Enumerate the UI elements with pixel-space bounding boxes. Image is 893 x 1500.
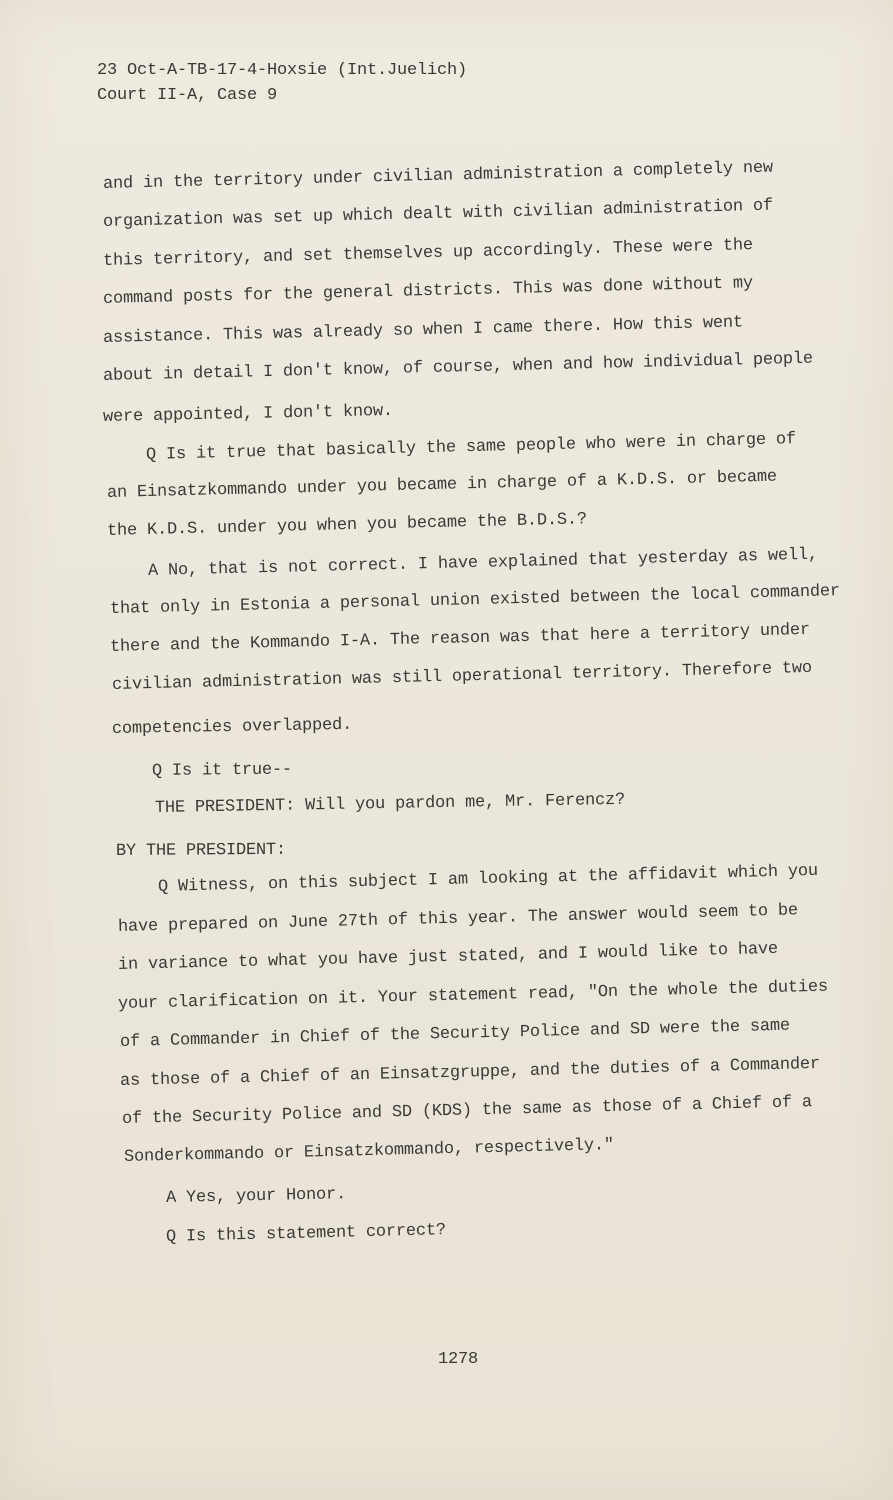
transcript-line: have prepared on June 27th of this year. The answer would seem to be xyxy=(117,901,799,937)
transcript-line: the K.D.S. under you when you became the B.D.S.? xyxy=(106,510,588,541)
page-number: 1278 xyxy=(438,1350,479,1369)
transcript-line: civilian administration was still operational territory. Therefore two xyxy=(111,658,813,695)
transcript-line: in variance to what you have just stated, and I would like to have xyxy=(117,939,779,975)
transcript-line: A No, that is not correct. I have explained that yesterday as well, xyxy=(147,545,819,581)
transcript-line: competencies overlapped. xyxy=(111,715,353,739)
transcript-line: THE PRESIDENT: Will you pardon me, Mr. Ferencz? xyxy=(154,790,626,818)
transcript-line: about in detail I don't know, of course, when and how individual people xyxy=(102,349,814,386)
transcript-line: Sonderkommando or Einsatzkommando, respectively." xyxy=(123,1136,615,1167)
transcript-line: of a Commander in Chief of the Security Police and SD were the same xyxy=(119,1016,791,1052)
header-court-case: Court II-A, Case 9 xyxy=(97,86,278,105)
transcript-line: Q Is it true-- xyxy=(151,760,293,781)
transcript-line: assistance. This was already so when I came there. How this went xyxy=(102,313,744,348)
transcript-line: and in the territory under civilian administration a completely new xyxy=(102,158,774,194)
transcript-line: Q Is this statement correct? xyxy=(165,1221,447,1247)
transcript-line: BY THE PRESIDENT: xyxy=(115,840,287,861)
transcript-line: Q Witness, on this subject I am looking at the affidavit which you xyxy=(157,861,819,897)
transcript-line: your clarification on it. Your statement read, "On the whole the duties xyxy=(117,977,829,1014)
transcript-line: organization was set up which dealt with civilian administration of xyxy=(102,196,774,232)
header-case-reference: 23 Oct-A-TB-17-4-Hoxsie (Int.Juelich) xyxy=(97,61,468,80)
transcript-line: Q Is it true that basically the same people who were in charge of xyxy=(145,430,797,465)
transcript-line: this territory, and set themselves up accordingly. These were the xyxy=(102,236,754,271)
transcript-line: A Yes, your Honor. xyxy=(165,1185,347,1208)
transcript-line: an Einsatzkommando under you became in charge of a K.D.S. or became xyxy=(106,467,778,503)
transcript-line: that only in Estonia a personal union existed between the local commander xyxy=(109,582,841,619)
transcript-line: as those of a Chief of an Einsatzgruppe, and the duties of a Commander xyxy=(119,1054,821,1091)
transcript-line: of the Security Police and SD (KDS) the same as those of a Chief of a xyxy=(121,1093,813,1129)
transcript-line: there and the Kommando I-A. The reason was that here a territory under xyxy=(109,620,811,657)
transcript-line: were appointed, I don't know. xyxy=(102,401,394,427)
transcript-line: command posts for the general districts. This was done without my xyxy=(102,274,754,309)
